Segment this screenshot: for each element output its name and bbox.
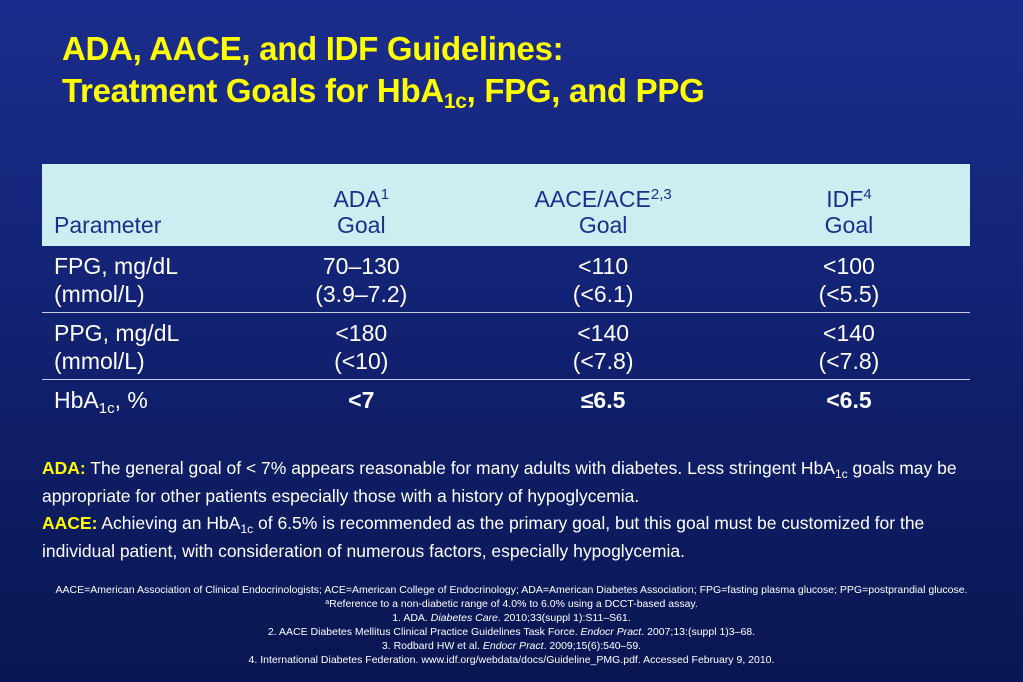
table-row-fpg [42, 246, 970, 313]
aace-note: AACE: Achieving an HbA$_{1c}$ of 6.5% is recommended as the primary goal, but this goal must be customized for the individual patient, with consideration of numerous factors, especially hypoglycemia. [42, 513, 925, 561]
cell-aace: ≤6.5 [580, 387, 626, 413]
cell-ada: <7 [348, 387, 375, 413]
header-idf: IDF$^4$ Goal [728, 164, 970, 246]
cell-idf: <140 (<7.8) [728, 313, 970, 380]
cell-parameter: HbA$_{1c}$, % [54, 387, 148, 417]
cell-idf: <100 (<5.5) [728, 246, 970, 313]
cell-parameter: PPG, mg/dL (mmol/L) [42, 313, 244, 380]
table-row-hba1c [42, 380, 970, 419]
reference-2: 2. AACE Diabetes Mellitus Clinical Practice Guidelines Task Force. Endocr Pract. 2007;13:(suppl 1)3–68. [267, 626, 756, 638]
reference-1: 1. ADA. Diabetes Care. 2010;33(suppl 1):S11–S61. [392, 612, 631, 624]
reference-4: 4. International Diabetes Federation. www.idf.org/webdata/docs/Guideline_PMG.pdf. Accessed February 9, 2010. [248, 654, 775, 666]
title-subscript: 1c [443, 90, 467, 113]
title-line-2 [62, 70, 704, 112]
abbreviations: AACE=American Association of Clinical Endocrinologists; ACE=American College of Endocrinology; ADA=American Diabetes Association; FPG=fasting plasma glucose; PPG=postprandial glucose. [55, 584, 968, 596]
table-header-row [42, 164, 970, 246]
guideline-notes [42, 455, 1002, 565]
cell-aace: <110 (<6.1) [478, 246, 728, 313]
footnote: $^a$Reference to a non-diabetic range of 4.0% to 6.0% using a DCCT-based assay. [325, 598, 698, 610]
cell-ada: <180 (<10) [244, 313, 478, 380]
cell-parameter: FPG, mg/dL (mmol/L) [42, 246, 244, 313]
title-line-2-text: Treatment Goals for HbA [62, 72, 444, 109]
header-aace: AACE/ACE$^{2,3}$ Goal [478, 164, 728, 246]
treatment-goals-table [42, 164, 970, 418]
cell-aace: <140 (<7.8) [478, 313, 728, 380]
reference-3: 3. Rodbard HW et al. Endocr Pract. 2009;15(6):540–59. [381, 640, 642, 652]
title-line-2-end: , FPG, and PPG [466, 72, 705, 109]
cell-ada: 70–130 (3.9–7.2) [244, 246, 478, 313]
title-line-1: ADA, AACE, and IDF Guidelines: [62, 30, 564, 67]
ada-note: ADA: The general goal of < 7% appears reasonable for many adults with diabetes. Less stringent HbA$_{1c}$ goals may be appropriate for other patients especially those with a history of hypoglycemia. [42, 458, 957, 506]
header-parameter: Parameter [42, 164, 244, 246]
references [0, 583, 1023, 667]
slide-title [62, 28, 704, 112]
table-row-ppg [42, 313, 970, 380]
header-ada: ADA$^1$ Goal [244, 164, 478, 246]
cell-idf: <6.5 [826, 387, 872, 413]
